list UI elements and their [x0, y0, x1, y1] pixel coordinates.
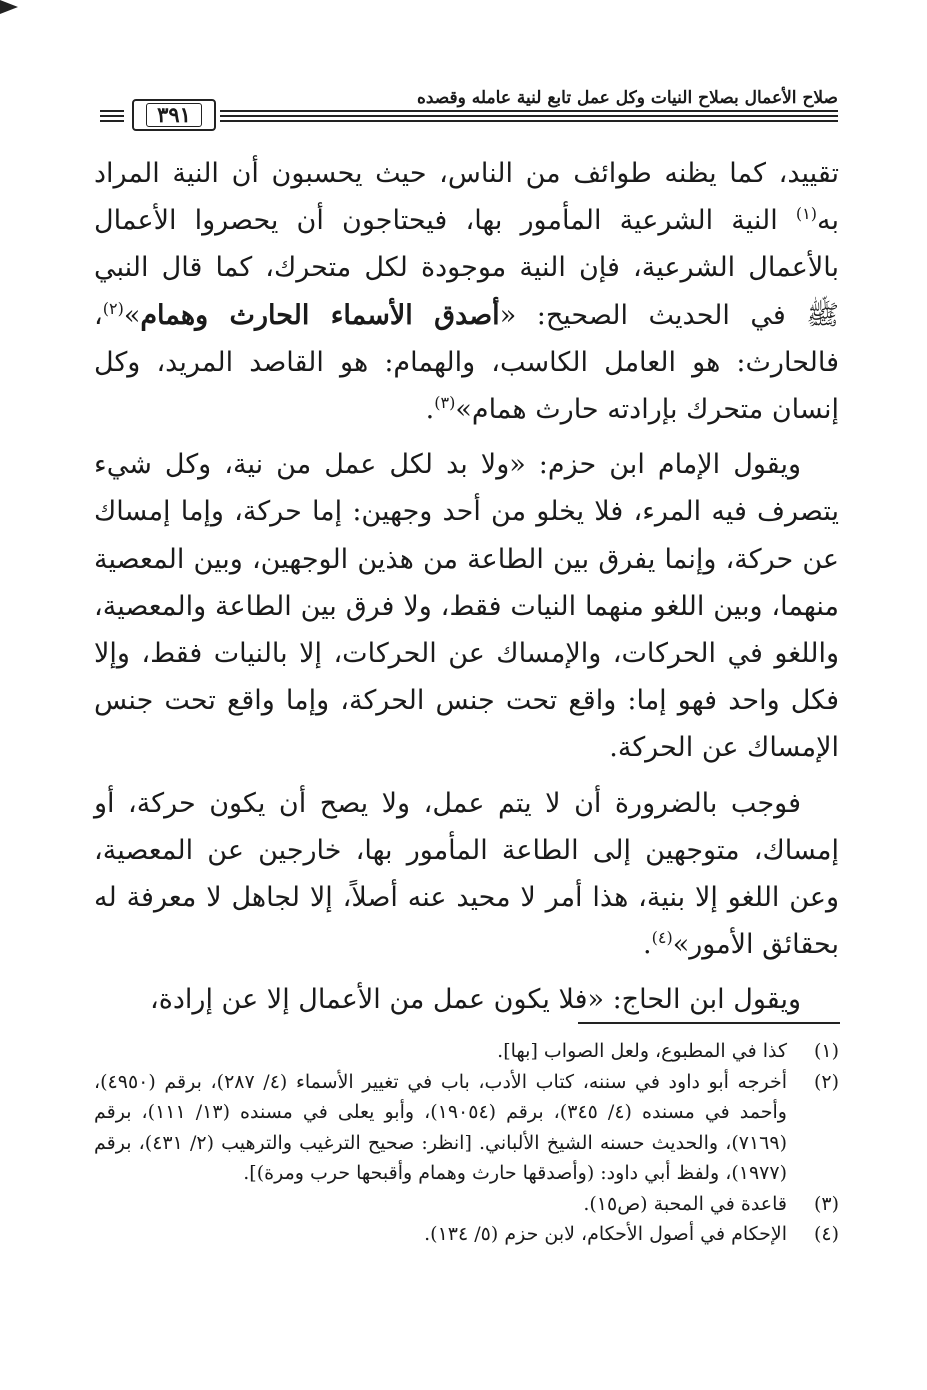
hadith-quote: أصدق الأسماء الحارث وهمام — [140, 299, 500, 331]
footnote — [94, 1189, 839, 1220]
text-run: ويقول ابن الحاج: «فلا يكون عمل من الأعمال إلا عن إرادة، — [150, 984, 801, 1016]
footnote-text: أخرجه أبو داود في سننه، كتاب الأدب، باب في تغيير الأسماء (٤/ ٢٨٧)، برقم (٤٩٥٠)، وأحمد في مسنده (٤/ ٣٤٥)، برقم (١٩٠٥٤)، وأبو يعلى في مسنده (١٣/ ١١١)، برقم (٧١٦٩)، والحديث حسنه الشيخ الألباني. [انظر: صحيح الترغيب والترهيب (٢/ ٤٣١)، برقم (١٩٧٧)، ولفظ أبي داود: (وأصدقها حارث وهمام وأقبحها حرب ومرة)]. — [94, 1070, 787, 1184]
header-rule-left — [100, 115, 124, 117]
footnote — [94, 1067, 839, 1189]
body-paragraph — [94, 780, 839, 969]
footnote-reference: (٢) — [102, 298, 124, 318]
footnote-text: كذا في المطبوع، ولعل الصواب [بها]. — [497, 1040, 787, 1062]
footnote-reference: (١) — [795, 204, 817, 224]
body-paragraph — [94, 976, 839, 1023]
footnote-reference: (٣) — [434, 393, 456, 413]
header-rule — [220, 115, 838, 117]
header-rule — [220, 120, 838, 122]
text-run: ، فالحارث: هو العامل الكاسب، والهمام: هو القاصد المريد، وكل إنسان متحرك بإرادته حارث همام» — [94, 299, 839, 426]
corner-mark — [0, 0, 18, 14]
footnotes — [94, 1036, 839, 1250]
header-rule-left — [100, 120, 124, 122]
body-text — [94, 150, 839, 1032]
text-run: النية الشرعية المأمور بها، فيحتاجون أن يحصروا الأعمال بالأعمال الشرعية، فإن النية موجودة لكل متحرك، كما قال النبي ﷺ في الحديث الصحيح: « — [94, 205, 839, 331]
footnote-number: (١) — [813, 1040, 839, 1062]
page-number-box — [132, 99, 216, 131]
running-title: صلاح الأعمال بصلاح النيات وكل عمل تابع لنية عامله وقصده — [416, 88, 838, 108]
header-rule-left — [100, 110, 124, 112]
body-paragraph — [94, 150, 839, 433]
text-run: . — [425, 394, 435, 426]
footnote-separator — [578, 1022, 840, 1024]
footnote-text: الإحكام في أصول الأحكام، لابن حزم (٥/ ١٣٤). — [424, 1223, 787, 1245]
footnote-number: (٢) — [813, 1070, 839, 1093]
page-header — [100, 82, 838, 142]
footnote-reference: (٤) — [651, 928, 673, 948]
body-paragraph — [94, 441, 839, 771]
header-rule — [220, 110, 838, 112]
footnote-text: قاعدة في المحبة (ص١٥). — [583, 1192, 787, 1215]
footnote-number: (٣) — [813, 1192, 839, 1215]
page-number-inner-frame — [146, 103, 202, 127]
footnote — [94, 1036, 839, 1067]
text-run: تقييد، كما يظنه طوائف من الناس، حيث يحسبون أن النية المراد به — [94, 158, 839, 237]
footnote — [94, 1219, 839, 1250]
text-run: » — [123, 299, 141, 331]
text-run: فوجب بالضرورة أن لا يتم عمل، ولا يصح أن يكون حركة، أو إمساك، متوجهين إلى الطاعة المأمور بها، خارجين عن المعصية، وعن اللغو إلا بنية، هذا أمر لا محيد عنه أصلاً، إلا لجاهل لا معرفة له بحقائق الأمور» — [94, 787, 839, 961]
footnote-number: (٤) — [813, 1223, 839, 1245]
text-run: ويقول الإمام ابن حزم: «ولا بد لكل عمل من نية، وكل شيء يتصرف فيه المرء، فلا يخلو من أحد وجهين: إما حركة، وإما إمساك عن حركة، وإنما يفرق بين الطاعة من هذين الوجهين، وبين المعصية منهما، وبين اللغو منهما النيات فقط، ولا فرق بين الطاعة والمعصية، واللغو في الحركات، والإمساك عن الحركات، إلا بالنيات فقط، وإلا فكل واحد فهو إما: واقع تحت جنس الحركة، وإما واقع تحت جنس الإمساك عن الحركة. — [94, 449, 839, 764]
text-run: . — [643, 929, 652, 961]
page-number: ٣٩١ — [157, 102, 191, 127]
